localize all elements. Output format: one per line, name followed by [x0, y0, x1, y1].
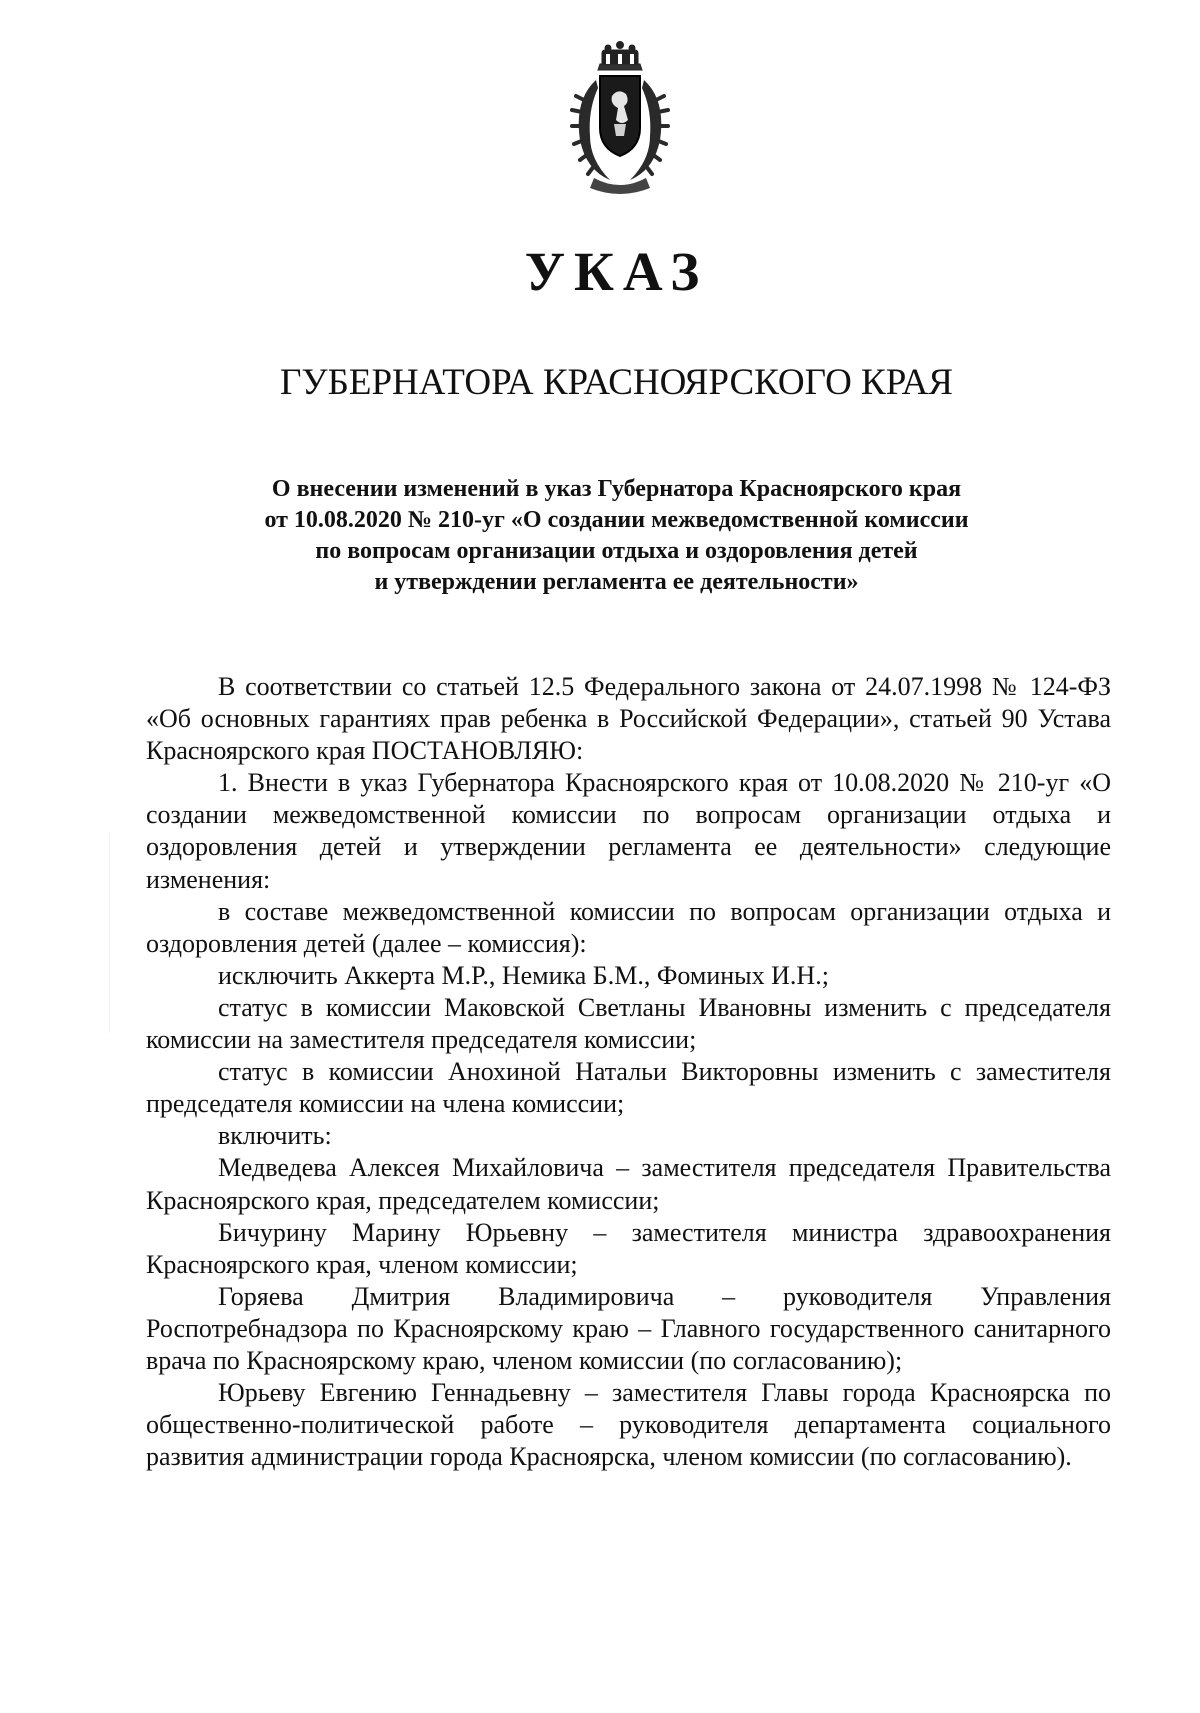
- document-title: [150, 474, 1083, 598]
- title-line: и утверждении регламента ее деятельности»: [374, 569, 859, 595]
- paragraph-status-makovskaya: статус в комиссии Маковской Светланы Ивановны изменить с председателя комиссии на заместителя председателя комиссии;: [146, 992, 1111, 1055]
- issuer-heading: ГУБЕРНАТОРА КРАСНОЯРСКОГО КРАЯ: [280, 362, 953, 403]
- paragraph-composition: в составе межведомственной комиссии по вопросам организации отдыха и оздоровления детей (далее – комиссия):: [146, 896, 1111, 958]
- coat-of-arms-icon: [560, 40, 680, 200]
- paragraph-item-1: 1. Внести в указ Губернатора Красноярского края от 10.08.2020 № 210-уг «О создании межведомственной комиссии по вопросам организации отдыха и оздоровления детей и утверждении регламента ее деятельности» следующие изменения:: [146, 768, 1111, 894]
- paragraph-member-bichurina: Бичурину Марину Юрьевну – заместителя министра здравоохранения Красноярского края, членом комиссии;: [146, 1217, 1111, 1279]
- paragraph-status-anokhina: статус в комиссии Анохиной Натальи Викторовны изменить с заместителя председателя комиссии на члена комиссии;: [146, 1057, 1111, 1119]
- paragraph-include: включить:: [218, 1121, 332, 1151]
- paragraph-preamble: В соответствии со статьей 12.5 Федерального закона от 24.07.1998 № 124-ФЗ «Об основных гарантиях прав ребенка в Российской Федерации», статьей 90 Устава Красноярского края ПОСТАНОВЛЯЮ:: [146, 672, 1111, 766]
- paragraph-member-yurieva: Юрьеву Евгению Геннадьевну – заместителя Главы города Красноярска по общественно-политической работе – руководителя департамента социального развития администрации города Красноярска, членом комиссии (по согласованию).: [146, 1378, 1111, 1472]
- document-type-heading: УКАЗ: [524, 241, 709, 302]
- title-line: О внесении изменений в указ Губернатора Красноярского края: [271, 476, 962, 502]
- title-line: от 10.08.2020 № 210-уг «О создании межведомственной комиссии: [264, 507, 969, 533]
- title-line: по вопросам организации отдыха и оздоровления детей: [315, 538, 918, 564]
- paragraph-member-medvedev: Медведева Алексея Михайловича – заместителя председателя Правительства Красноярского края, председателем комиссии;: [146, 1153, 1111, 1215]
- paragraph-exclude: исключить Аккерта М.Р., Немика Б.М., Фоминых И.Н.;: [218, 960, 829, 990]
- paragraph-member-goryaev: Горяева Дмитрия Владимировича – руководителя Управления Роспотребнадзора по Красноярскому краю – Главного государственного санитарного врача по Красноярскому краю, членом комиссии (по согласованию);: [146, 1281, 1111, 1375]
- scan-margin-artifact: [109, 833, 110, 1033]
- document-body: [146, 671, 1111, 1473]
